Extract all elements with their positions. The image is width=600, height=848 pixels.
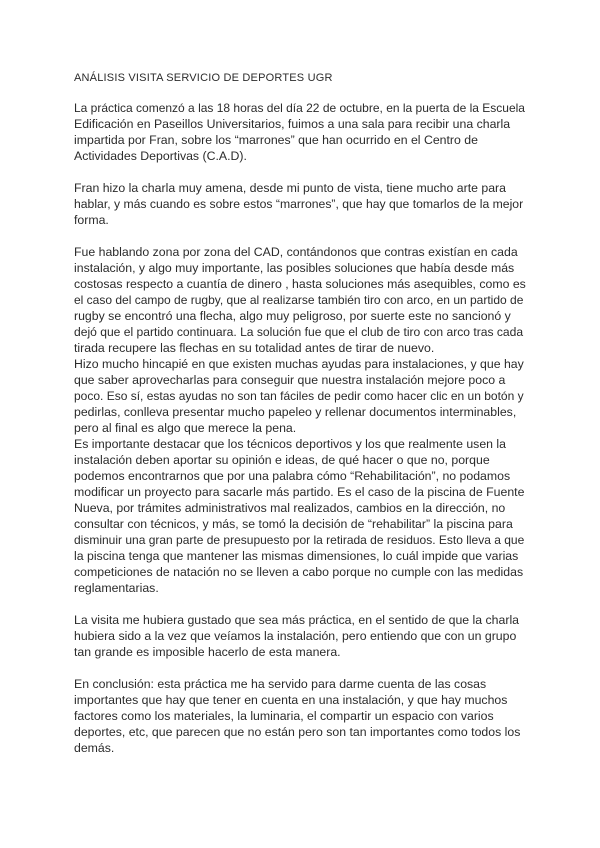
paragraph-3-line-11: pedirlas, conlleva presentar mucho papeleo y rellenar documentos interminables, — [74, 405, 517, 419]
paragraph-2-line-3: forma. — [74, 213, 109, 227]
paragraph-3-line-13: Es importante destacar que los técnicos deportivos y los que realmente usen la — [74, 437, 506, 451]
paragraph-3-line-21: competiciones de natación no se lleven a cabo porque no cumple con las medidas — [74, 565, 524, 579]
paragraph-1-line-4: Actividades Deportivas (C.A.D). — [74, 149, 247, 163]
paragraph-3-line-17: Nueva, por trámites administrativos mal realizados, cambios en la dirección, no — [74, 501, 506, 515]
paragraph-1-line-2: Edificación en Paseillos Universitarios, fuimos a una sala para recibir una charla — [74, 117, 511, 131]
paragraph-1-line-1: La práctica comenzó a las 18 horas del día 22 de octubre, en la puerta de la Escuela — [74, 101, 525, 115]
paragraph-4-line-2: hubiera sido a la vez que veíamos la instalación, pero entiendo que con un grupo — [74, 629, 517, 643]
paragraph-3-line-20: la piscina tenga que mantener las mismas dimensiones, lo cuál impide que varias — [74, 549, 519, 563]
paragraph-3-line-2: instalación, y algo muy importante, las posibles soluciones que había desde más — [74, 261, 515, 275]
paragraph-4-line-3: tan grande es imposible hacerlo de esta manera. — [74, 645, 341, 659]
paragraph-3-line-7: tirada recupere las flechas en su totalidad antes de tirar de nuevo. — [74, 341, 435, 355]
paragraph-3-line-15: podemos encontrarnos que por una palabra cómo “Rehabilitación”, no podamos — [74, 469, 511, 483]
paragraph-4-line-1: La visita me hubiera gustado que sea más práctica, en el sentido de que la charla — [74, 613, 520, 627]
paragraph-3-line-19: disminuir una gran parte de presupuesto por la retirada de residuos. Esto lleva a que — [74, 533, 525, 547]
paragraph-5-line-1: En conclusión: esta práctica me ha servido para darme cuenta de las cosas — [74, 677, 487, 691]
paragraph-3-line-22: reglamentarias. — [74, 581, 159, 595]
paragraph-3-line-5: rugby se encontró una flecha, algo muy peligroso, por suerte este no sancionó y — [74, 309, 511, 323]
paragraph-3-line-4: el caso del campo de rugby, que al realizarse también tiro con arco, en un partido de — [74, 293, 524, 307]
paragraph-3-line-12: pero al final es algo que merece la pena. — [74, 421, 297, 435]
paragraph-5-line-3: factores como los materiales, la luminaria, el compartir un espacio con varios — [74, 709, 494, 723]
paragraph-3-line-10: poco. Eso sí, estas ayudas no son tan fáciles de pedir como hacer clic en un botón y — [74, 389, 524, 403]
paragraph-3-line-9: que saber aprovecharlas para conseguir que nuestra instalación mejore poco a — [74, 373, 506, 387]
page-title: ANÁLISIS VISITA SERVICIO DE DEPORTES UGR — [74, 72, 333, 84]
paragraph-2-line-2: hablar, y más cuando es sobre estos “marrones”, que hay que tomarlos de la mejor — [74, 197, 524, 211]
paragraph-5-line-4: deportes, etc, que parecen que no están pero son tan importantes como todos los — [74, 725, 521, 739]
paragraph-3-line-6: dejó que el partido continuara. La solución fue que el club de tiro con arco tras cada — [74, 325, 524, 339]
paragraph-5-line-5: demás. — [74, 741, 115, 755]
paragraph-3-line-8: Hizo mucho hincapié en que existen muchas ayudas para instalaciones, y que hay — [74, 357, 524, 371]
paragraph-5-line-2: importantes que hay que tener en cuenta en una instalación, y que hay muchos — [74, 693, 508, 707]
paragraph-3-line-1: Fue hablando zona por zona del CAD, contándonos que contras existían en cada — [74, 245, 518, 259]
paragraph-3-line-18: consultar con técnicos, y más, se tomó la decisión de “rehabilitar” la piscina para — [74, 517, 513, 531]
paragraph-3-line-14: instalación deben aportar su opinión e ideas, de qué hacer o que no, porque — [74, 453, 490, 467]
paragraph-3-line-16: modificar un proyecto para sacarle más partido. Es el caso de la piscina de Fuente — [74, 485, 525, 499]
paragraph-2-line-1: Fran hizo la charla muy amena, desde mi punto de vista, tiene mucho arte para — [74, 181, 506, 195]
paragraph-3-line-3: costosas respecto a cuantía de dinero , hasta soluciones más asequibles, como es — [74, 277, 526, 291]
paragraph-1-line-3: impartida por Fran, sobre los “marrones” que han ocurrido en el Centro de — [74, 133, 478, 147]
